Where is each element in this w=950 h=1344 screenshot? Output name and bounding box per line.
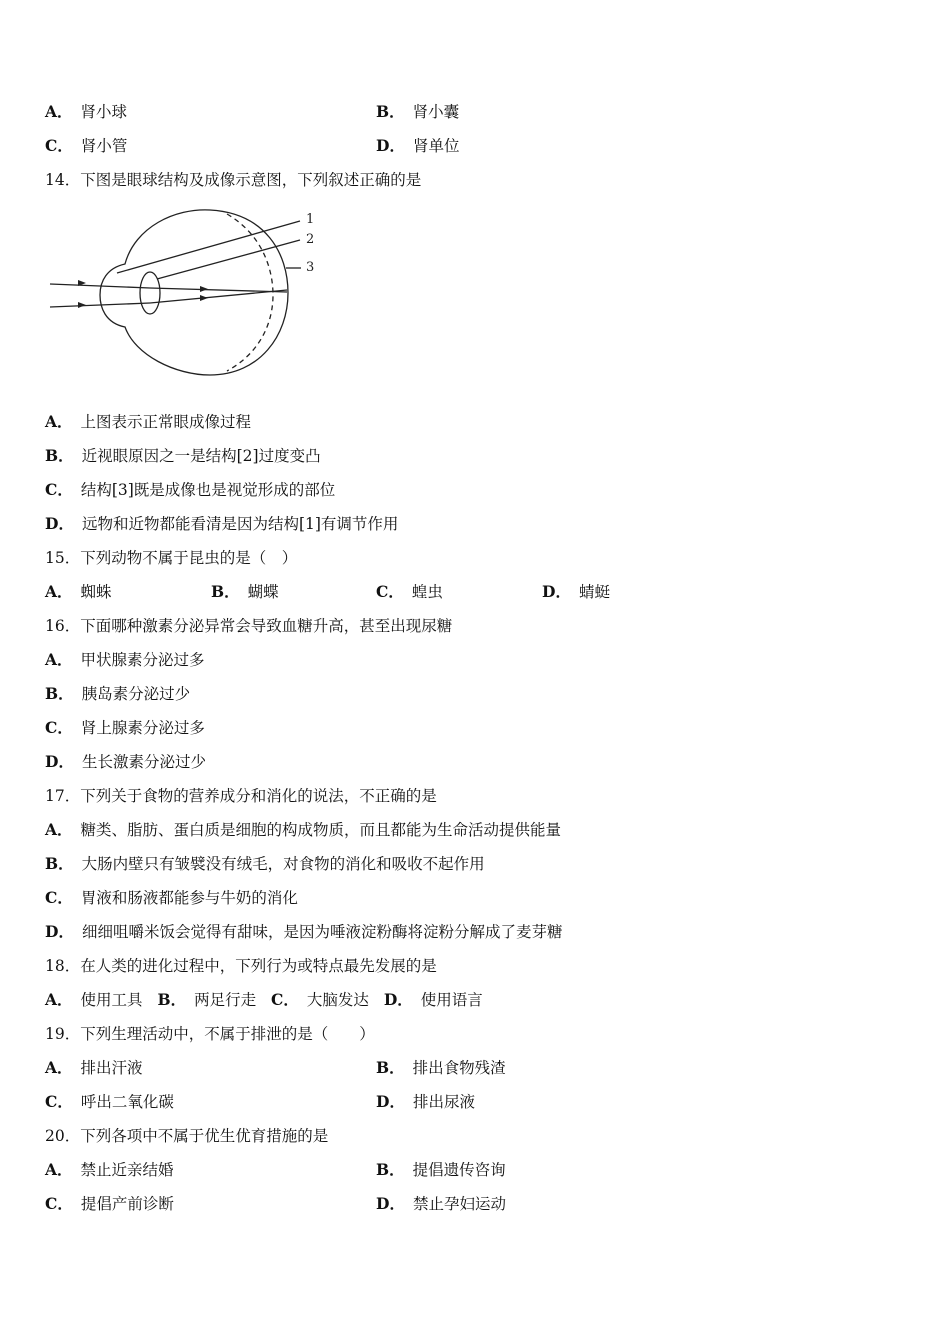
option-text: 上图表示正常眼成像过程 xyxy=(80,413,252,431)
option-text: 蝗虫 xyxy=(411,583,443,601)
q14-option-c xyxy=(45,480,335,500)
option-text: 蜻蜓 xyxy=(578,583,610,601)
q17-option-a xyxy=(45,820,561,840)
option-letter: A． xyxy=(45,1058,73,1077)
option-text: 提倡产前诊断 xyxy=(80,1195,174,1213)
figure-label-3: 3 xyxy=(306,260,315,275)
option-text: 呼出二氧化碳 xyxy=(80,1093,174,1111)
q13-option-b xyxy=(376,102,459,122)
q20-stem: 20．下列各项中不属于优生优育措施的是 xyxy=(45,1127,329,1145)
q15-stem: 15．下列动物不属于昆虫的是（ ） xyxy=(45,549,298,567)
q19-option-c xyxy=(45,1092,174,1112)
q17-option-d xyxy=(45,922,562,942)
option-letter: D． xyxy=(45,752,74,771)
q14-option-a xyxy=(45,412,251,432)
option-letter: C． xyxy=(376,582,404,601)
arrow-icon xyxy=(78,302,86,308)
option-letter: D． xyxy=(45,514,74,533)
q13-option-d xyxy=(376,136,459,156)
option-text: 肾小囊 xyxy=(412,103,460,121)
leader-line-2 xyxy=(157,240,300,279)
q15-option-b xyxy=(211,582,279,602)
option-text: 胰岛素分泌过少 xyxy=(81,685,191,703)
q14-option-d xyxy=(45,514,398,534)
option-letter: A． xyxy=(45,1160,73,1179)
option-text: 肾上腺素分泌过多 xyxy=(80,719,205,737)
option-letter: D． xyxy=(376,1194,405,1213)
q20-option-c xyxy=(45,1194,174,1214)
option-letter: B． xyxy=(376,1058,405,1077)
option-letter: B． xyxy=(376,102,405,121)
figure-label-1: 1 xyxy=(306,212,315,227)
option-letter: B． xyxy=(45,854,74,873)
option-letter: D． xyxy=(383,990,413,1009)
q15-option-a xyxy=(45,582,112,602)
option-text: 肾小球 xyxy=(80,103,128,121)
q16-option-a xyxy=(45,650,205,670)
option-letter: C． xyxy=(45,136,73,155)
option-text: 使用语言 xyxy=(420,991,483,1009)
lens-shape xyxy=(140,272,160,314)
ray-line xyxy=(150,290,287,303)
option-letter: B． xyxy=(376,1160,405,1179)
q16-option-d xyxy=(45,752,206,772)
option-text: 排出食物残渣 xyxy=(412,1059,506,1077)
q19-stem: 19．下列生理活动中，不属于排泄的是（ ） xyxy=(45,1025,375,1043)
ray-line xyxy=(50,303,150,307)
figure-label-2: 2 xyxy=(306,232,315,247)
arrow-icon xyxy=(200,295,208,301)
option-text: 排出尿液 xyxy=(412,1093,475,1111)
arrow-icon xyxy=(200,286,208,292)
q20-option-d xyxy=(376,1194,506,1214)
q16-stem: 16．下面哪种激素分泌异常会导致血糖升高，甚至出现尿糖 xyxy=(45,617,453,635)
option-letter: C． xyxy=(45,1092,73,1111)
q14-option-b xyxy=(45,446,321,466)
option-text: 禁止孕妇运动 xyxy=(412,1195,506,1213)
option-letter: A． xyxy=(45,820,73,839)
q19-option-d xyxy=(376,1092,475,1112)
option-letter: D． xyxy=(376,136,405,155)
option-text: 提倡遗传咨询 xyxy=(412,1161,506,1179)
option-letter: D． xyxy=(376,1092,405,1111)
option-letter: C． xyxy=(45,718,73,737)
option-text: 甲状腺素分泌过多 xyxy=(80,651,205,669)
q19-option-a xyxy=(45,1058,143,1078)
option-letter: D． xyxy=(542,582,571,601)
q18-options-row xyxy=(45,990,483,1010)
option-letter: C． xyxy=(271,990,299,1009)
option-text: 肾单位 xyxy=(412,137,460,155)
q20-option-a xyxy=(45,1160,174,1180)
q15-option-c xyxy=(376,582,443,602)
q13-option-a xyxy=(45,102,127,122)
option-letter: B． xyxy=(45,446,74,465)
option-letter: B． xyxy=(211,582,240,601)
option-text: 蝴蝶 xyxy=(247,583,279,601)
option-letter: A． xyxy=(45,412,73,431)
option-letter: B． xyxy=(45,684,74,703)
option-letter: D． xyxy=(45,922,74,941)
option-text: 结构[3]既是成像也是视觉形成的部位 xyxy=(80,481,336,499)
eyeball-diagram xyxy=(45,205,335,380)
option-text: 大肠内壁只有皱襞没有绒毛，对食物的消化和吸收不起作用 xyxy=(81,855,485,873)
option-text: 近视眼原因之一是结构[2]过度变凸 xyxy=(81,447,321,465)
option-text: 禁止近亲结婚 xyxy=(80,1161,174,1179)
option-text: 糖类、脂肪、蛋白质是细胞的构成物质，而且都能为生命活动提供能量 xyxy=(80,821,562,839)
option-letter: B． xyxy=(157,990,187,1009)
q16-option-c xyxy=(45,718,205,738)
q16-option-b xyxy=(45,684,190,704)
q17-option-b xyxy=(45,854,485,874)
option-letter: A． xyxy=(45,650,73,669)
ray-line xyxy=(50,284,150,288)
option-text: 两足行走 xyxy=(194,991,257,1009)
option-letter: C． xyxy=(45,888,73,907)
q13-option-c xyxy=(45,136,127,156)
q14-stem: 14．下图是眼球结构及成像示意图，下列叙述正确的是 xyxy=(45,171,422,189)
option-text: 大脑发达 xyxy=(306,991,369,1009)
q19-option-b xyxy=(376,1058,506,1078)
q15-option-d xyxy=(542,582,610,602)
option-letter: A． xyxy=(45,582,73,601)
option-text: 肾小管 xyxy=(80,137,128,155)
option-letter: C． xyxy=(45,1194,73,1213)
option-text: 胃液和肠液都能参与牛奶的消化 xyxy=(80,889,298,907)
option-letter: C． xyxy=(45,480,73,499)
option-text: 生长激素分泌过少 xyxy=(81,753,206,771)
option-text: 细细咀嚼米饭会觉得有甜味，是因为唾液淀粉酶将淀粉分解成了麦芽糖 xyxy=(81,923,563,941)
option-text: 蜘蛛 xyxy=(80,583,112,601)
option-text: 远物和近物都能看清是因为结构[1]有调节作用 xyxy=(81,515,399,533)
q17-stem: 17．下列关于食物的营养成分和消化的说法，不正确的是 xyxy=(45,787,437,805)
option-text: 使用工具 xyxy=(80,991,143,1009)
option-letter: A． xyxy=(45,102,73,121)
q20-option-b xyxy=(376,1160,506,1180)
option-text: 排出汗液 xyxy=(80,1059,143,1077)
q17-option-c xyxy=(45,888,298,908)
option-letter: A． xyxy=(45,990,73,1009)
q18-stem: 18．在人类的进化过程中，下列行为或特点最先发展的是 xyxy=(45,957,437,975)
